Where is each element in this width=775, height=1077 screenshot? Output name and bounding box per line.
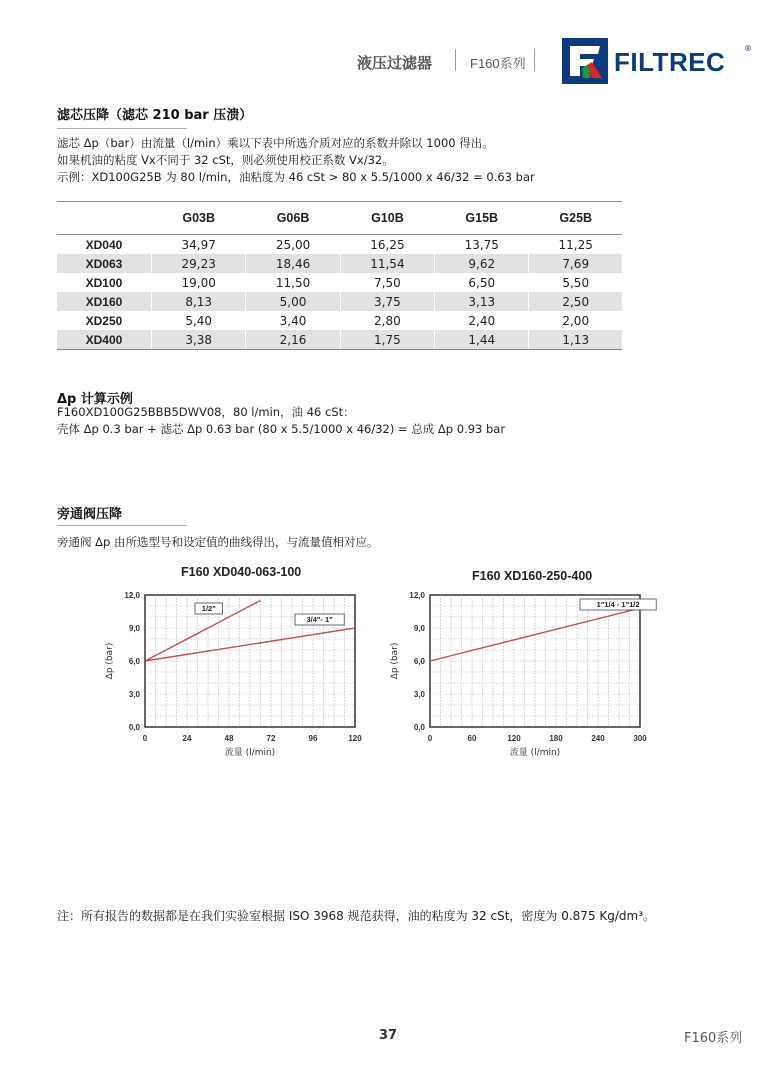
y-axis-label: Δp (bar) bbox=[390, 642, 400, 680]
table-header-row bbox=[57, 202, 622, 235]
table-row bbox=[57, 254, 622, 273]
section2-line-2: 壳体 Δp 0.3 bar + 滤芯 Δp 0.63 bar (80 x 5.5/1000 x 46/32) = 总成 Δp 0.93 bar bbox=[57, 422, 506, 436]
table-cell: 1,75 bbox=[340, 330, 434, 350]
table-header-cell: G10B bbox=[340, 202, 434, 235]
series-label: 1"1/4 - 1"1/2 bbox=[596, 600, 640, 609]
section1-line-1: 滤芯 Δp（bar）由流量（l/min）乘以下表中所选介质对应的系数并除以 1000 得出。 bbox=[57, 136, 494, 150]
table-cell: 5,40 bbox=[152, 311, 246, 330]
x-tick-label: 96 bbox=[308, 734, 318, 743]
series-label: 3/4"- 1" bbox=[306, 615, 333, 624]
table-cell: 3,40 bbox=[246, 311, 340, 330]
y-tick-label: 0,0 bbox=[413, 723, 425, 732]
x-axis-label: 流量 (l/min) bbox=[224, 748, 276, 758]
table-cell: 19,00 bbox=[152, 273, 246, 292]
section-rule bbox=[57, 525, 187, 526]
table-cell: 6,50 bbox=[435, 273, 529, 292]
table-cell: 29,23 bbox=[152, 254, 246, 273]
x-axis-label: 流量 (l/min) bbox=[509, 748, 561, 758]
y-tick-label: 12,0 bbox=[124, 591, 140, 600]
table-cell: 1,13 bbox=[529, 330, 622, 350]
table-header-cell: G06B bbox=[246, 202, 340, 235]
x-tick-label: 120 bbox=[507, 734, 521, 743]
y-tick-label: 12,0 bbox=[409, 591, 425, 600]
x-tick-label: 48 bbox=[224, 734, 234, 743]
pressure-drop-table bbox=[57, 201, 622, 350]
table-cell: 34,97 bbox=[152, 235, 246, 255]
table-cell: 5,50 bbox=[529, 273, 622, 292]
table-row-label: XD063 bbox=[57, 254, 152, 273]
table-row-label: XD100 bbox=[85, 275, 123, 290]
table-cell: 2,40 bbox=[435, 311, 529, 330]
table-row-label: XD160 bbox=[57, 292, 152, 311]
y-tick-label: 9,0 bbox=[413, 624, 425, 633]
section-title-element-pressure-drop: 滤芯压降（滤芯 210 bar 压溃） bbox=[57, 108, 253, 123]
table-cell: 7,69 bbox=[529, 254, 622, 273]
section2-line-1: F160XD100G25BBB5DWV08，80 l/min，油 46 cSt： bbox=[57, 405, 355, 419]
table-header-cell bbox=[57, 202, 152, 235]
table-row-label: XD040 bbox=[85, 237, 123, 252]
x-tick-label: 120 bbox=[348, 734, 362, 743]
table-cell: 2,00 bbox=[529, 311, 622, 330]
table-cell: 18,46 bbox=[246, 254, 340, 273]
section-title-dp-example: Δp 计算示例 bbox=[57, 392, 133, 407]
header-divider bbox=[455, 49, 456, 71]
section1-line-3: 示例：XD100G25B 为 80 l/min，油粘度为 46 cSt > 80 x 5.5/1000 x 46/32 = 0.63 bar bbox=[57, 170, 535, 184]
table-row bbox=[57, 311, 622, 330]
y-tick-label: 3,0 bbox=[128, 690, 140, 699]
logo-wordmark: FILTREC bbox=[614, 47, 726, 77]
y-tick-label: 0,0 bbox=[128, 723, 140, 732]
table-cell: 11,50 bbox=[246, 273, 340, 292]
table-cell: 11,25 bbox=[529, 235, 622, 255]
logo-registered-mark: ® bbox=[744, 44, 752, 53]
filtrec-logo bbox=[562, 38, 752, 88]
header-divider bbox=[534, 49, 535, 71]
x-tick-label: 72 bbox=[266, 734, 276, 743]
table-cell: 3,75 bbox=[340, 292, 434, 311]
section3-line: 旁通阀 Δp 由所选型号和设定值的曲线得出，与流量值相对应。 bbox=[57, 535, 379, 549]
table-header-cell: G15B bbox=[435, 202, 529, 235]
chart-1-title: F160 XD040-063-100 bbox=[181, 565, 302, 579]
x-tick-label: 24 bbox=[182, 734, 192, 743]
section-rule bbox=[57, 128, 187, 129]
table-row bbox=[57, 235, 622, 255]
table-cell: 8,13 bbox=[152, 292, 246, 311]
footnote: 注：所有报告的数据都是在我们实验室根据 ISO 3968 规范获得，油的粘度为 32 cSt，密度为 0.875 Kg/dm³。 bbox=[57, 909, 656, 923]
table-row bbox=[57, 292, 622, 311]
footer-series: F160系列 bbox=[684, 1031, 743, 1046]
section-title-bypass-valve: 旁通阀压降 bbox=[57, 507, 123, 522]
table-header-cell: G03B bbox=[152, 202, 246, 235]
table-cell: 1,44 bbox=[435, 330, 529, 350]
series-label: 1/2" bbox=[201, 604, 216, 613]
y-axis-label: Δp (bar) bbox=[105, 642, 115, 680]
y-tick-label: 3,0 bbox=[413, 690, 425, 699]
table-cell: 25,00 bbox=[246, 235, 340, 255]
table-cell: 2,16 bbox=[246, 330, 340, 350]
table-header-cell: G25B bbox=[529, 202, 622, 235]
table-cell: 16,25 bbox=[340, 235, 434, 255]
chart-2-title: F160 XD160-250-400 bbox=[472, 569, 593, 583]
x-tick-label: 240 bbox=[591, 734, 605, 743]
table-row-label: XD250 bbox=[85, 313, 123, 328]
header-series: F160系列 bbox=[470, 56, 526, 71]
x-tick-label: 300 bbox=[633, 734, 647, 743]
table-cell: 3,38 bbox=[152, 330, 246, 350]
table-cell: 5,00 bbox=[246, 292, 340, 311]
table-cell: 7,50 bbox=[340, 273, 434, 292]
filtrec-logo-icon bbox=[562, 38, 608, 84]
table-cell: 13,75 bbox=[435, 235, 529, 255]
x-tick-label: 180 bbox=[549, 734, 563, 743]
section1-line-2: 如果机油的粘度 Vx不同于 32 cSt，则必须使用校正系数 Vx/32。 bbox=[57, 153, 394, 167]
table-row bbox=[57, 273, 622, 292]
table-row-label: XD400 bbox=[57, 330, 152, 350]
x-tick-label: 0 bbox=[427, 734, 433, 743]
table-cell: 9,62 bbox=[435, 254, 529, 273]
y-tick-label: 6,0 bbox=[413, 657, 425, 666]
x-tick-label: 60 bbox=[467, 734, 477, 743]
table-cell: 2,80 bbox=[340, 311, 434, 330]
page-number: 37 bbox=[379, 1028, 398, 1043]
x-tick-label: 0 bbox=[142, 734, 148, 743]
table-row bbox=[57, 330, 622, 350]
y-tick-label: 9,0 bbox=[128, 624, 140, 633]
y-tick-label: 6,0 bbox=[128, 657, 140, 666]
header-title: 液压过滤器 bbox=[357, 54, 433, 72]
chart-1-svg bbox=[90, 585, 380, 765]
table-cell: 3,13 bbox=[435, 292, 529, 311]
table-cell: 11,54 bbox=[340, 254, 434, 273]
chart-2-svg bbox=[385, 585, 665, 765]
table-cell: 2,50 bbox=[529, 292, 622, 311]
